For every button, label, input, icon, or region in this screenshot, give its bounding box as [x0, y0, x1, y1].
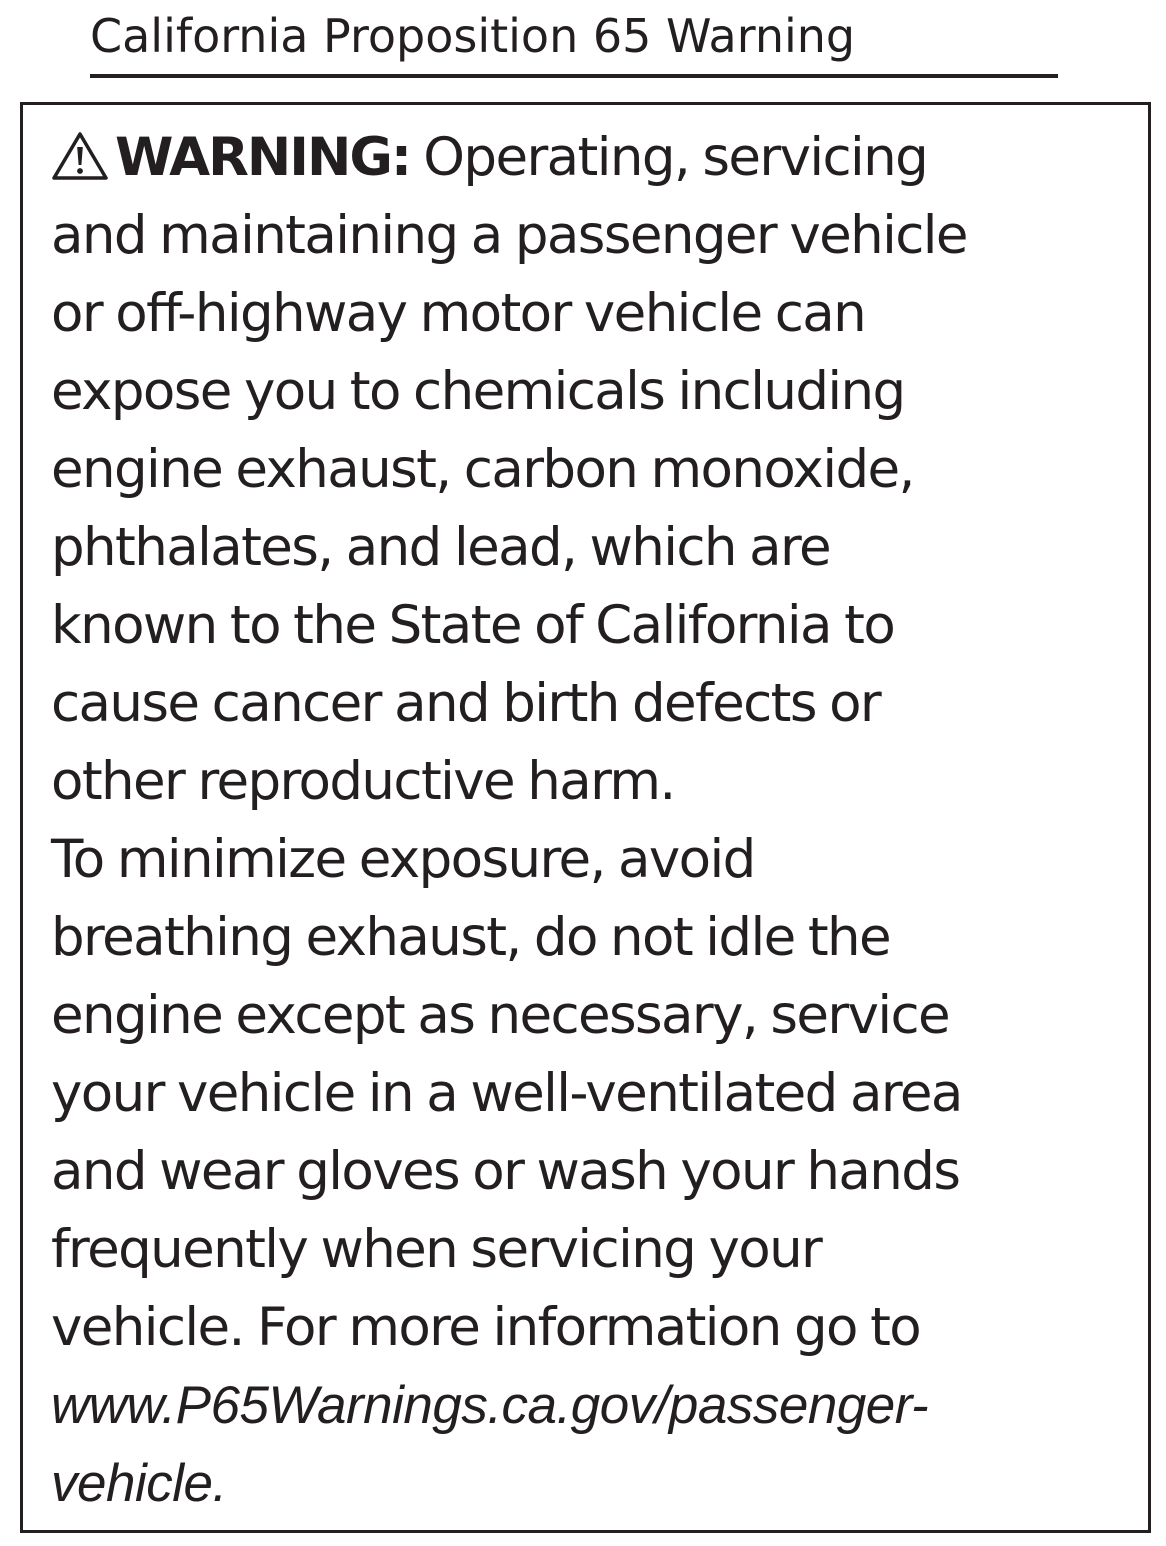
warning-box	[20, 102, 1151, 1533]
warning-text-line: To minimize exposure, avoid	[51, 829, 755, 890]
warning-text-line: your vehicle in a well-ventilated area	[51, 1063, 962, 1124]
warning-text-line: and maintaining a passenger vehicle	[51, 205, 967, 266]
warning-text-line: engine except as necessary, service	[51, 985, 950, 1046]
warning-label: WARNING:	[115, 127, 411, 188]
warning-text	[51, 119, 1131, 1523]
warning-text-line: cause cancer and birth defects or	[51, 673, 881, 734]
p65-warnings-link[interactable]: www.P65Warnings.ca.gov/passenger-	[51, 1376, 929, 1435]
warning-text-line: breathing exhaust, do not idle the	[51, 907, 891, 968]
warning-text-line: expose you to chemicals including	[51, 361, 905, 422]
warning-triangle-icon	[51, 131, 109, 181]
warning-text-line: vehicle. For more information go to	[51, 1297, 921, 1358]
warning-text-line: and wear gloves or wash your hands	[51, 1141, 960, 1202]
page-title: California Proposition 65 Warning	[90, 2, 1058, 78]
warning-text-line: frequently when servicing your	[51, 1219, 822, 1280]
warning-text-line: other reproductive harm.	[51, 751, 675, 812]
warning-text-line: phthalates, and lead, which are	[51, 517, 831, 578]
warning-text-line: known to the State of California to	[51, 595, 895, 656]
warning-text-line: Operating, servicing	[410, 127, 928, 188]
p65-warnings-link-continued[interactable]: vehicle.	[51, 1454, 227, 1513]
warning-line-1	[51, 119, 1131, 197]
warning-text-line: or off-highway motor vehicle can	[51, 283, 866, 344]
warning-text-line: engine exhaust, carbon monoxide,	[51, 439, 914, 500]
